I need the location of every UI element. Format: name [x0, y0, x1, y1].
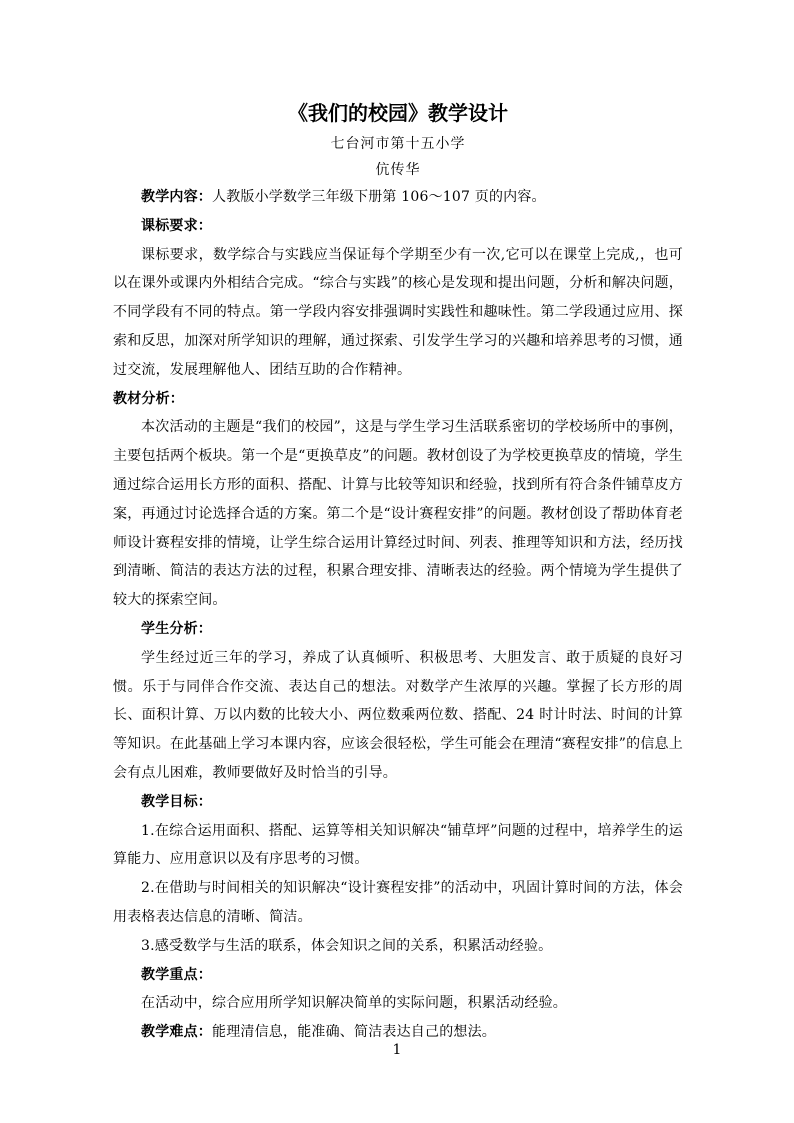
standard-heading: 课标要求：: [141, 217, 212, 234]
goal-item-2: 2.在借助与时间相关的知识解决“设计赛程安排”的活动中，巩固计算时间的方法，体会用表格表达信息的清晰、简洁。: [113, 880, 683, 925]
author-name: 伉传华: [375, 162, 421, 178]
key-paragraph: 在活动中，综合应用所学知识解决简单的实际问题，积累活动经验。: [141, 995, 567, 1012]
goal-item-3: 3.感受数学与生活的联系，体会知识之间的关系，积累活动经验。: [141, 937, 553, 954]
document-title: 《我们的校园》教学设计: [288, 101, 508, 125]
goals-heading: 教学目标：: [141, 793, 212, 810]
key-heading: 教学重点：: [141, 966, 212, 983]
student-heading: 学生分析：: [141, 620, 212, 637]
teaching-content-text: 人教版小学数学三年级下册第 106～107 页的内容。: [212, 189, 546, 205]
difficulty-label: 教学难点：: [141, 1024, 212, 1041]
material-heading: 教材分析：: [113, 390, 184, 407]
material-paragraph: 本次活动的主题是“我们的校园”，这是与学生学习生活联系密切的学校场所中的事例，主要包括两个板块。第一个是“更换草皮”的问题。教材创设了为学校更换草皮的情境，学生通过综合运用长方形的面积、搭配、计算与比较等知识和经验，找到所有符合条件铺草皮方案，再通过讨论选择合适的方案。第二个是“设计赛程安排”的问题。教材创设了帮助体育老师设计赛程安排的情境，让学生综合运用计算经过时间、列表、推理等知识和方法，经历找到清晰、简洁的表达方法的过程，积累合理安排、清晰表达的经验。两个情境为学生提供了较大的探索空间。: [113, 419, 683, 609]
difficulty-text: 能理清信息，能准确、简洁表达自己的想法。: [212, 1024, 496, 1041]
page-number: 1: [392, 1042, 402, 1058]
teaching-content: [113, 183, 683, 212]
student-paragraph: 学生经过近三年的学习，养成了认真倾听、积极思考、大胆发言、敢于质疑的良好习惯。乐于与同伴合作交流、表达自己的想法。对数学产生浓厚的兴趣。掌握了长方形的周长、面积计算、万以内数的比较大小、两位数乘两位数、搭配、24 时计时法、时间的计算等知识。在此基础上学习本课内容，应该会很轻松，学生可能会在理清“赛程安排”的信息上会有点儿困难，教师要做好及时恰当的引导。: [113, 649, 683, 781]
school-name: 七台河市第十五小学: [330, 136, 466, 152]
teaching-content-label: 教学内容：: [141, 189, 212, 205]
goal-item-1: 1.在综合运用面积、搭配、运算等相关知识解决“铺草坪”问题的过程中，培养学生的运算能力、应用意识以及有序思考的习惯。: [113, 822, 683, 868]
standard-paragraph: 课标要求，数学综合与实践应当保证每个学期至少有一次,它可以在课堂上完成,，也可以在课外或课内外相结合完成。“综合与实践”的核心是发现和提出问题，分析和解决问题，不同学段有不同的特点。第一学段内容安排强调时实践性和趣味性。第二学段通过应用、探索和反思，加深对所学知识的理解，通过探索、引发学生学习的兴趣和培养思考的习惯，通过交流，发展理解他人、团结互助的合作精神。: [113, 246, 683, 378]
document-body: [113, 95, 683, 1047]
